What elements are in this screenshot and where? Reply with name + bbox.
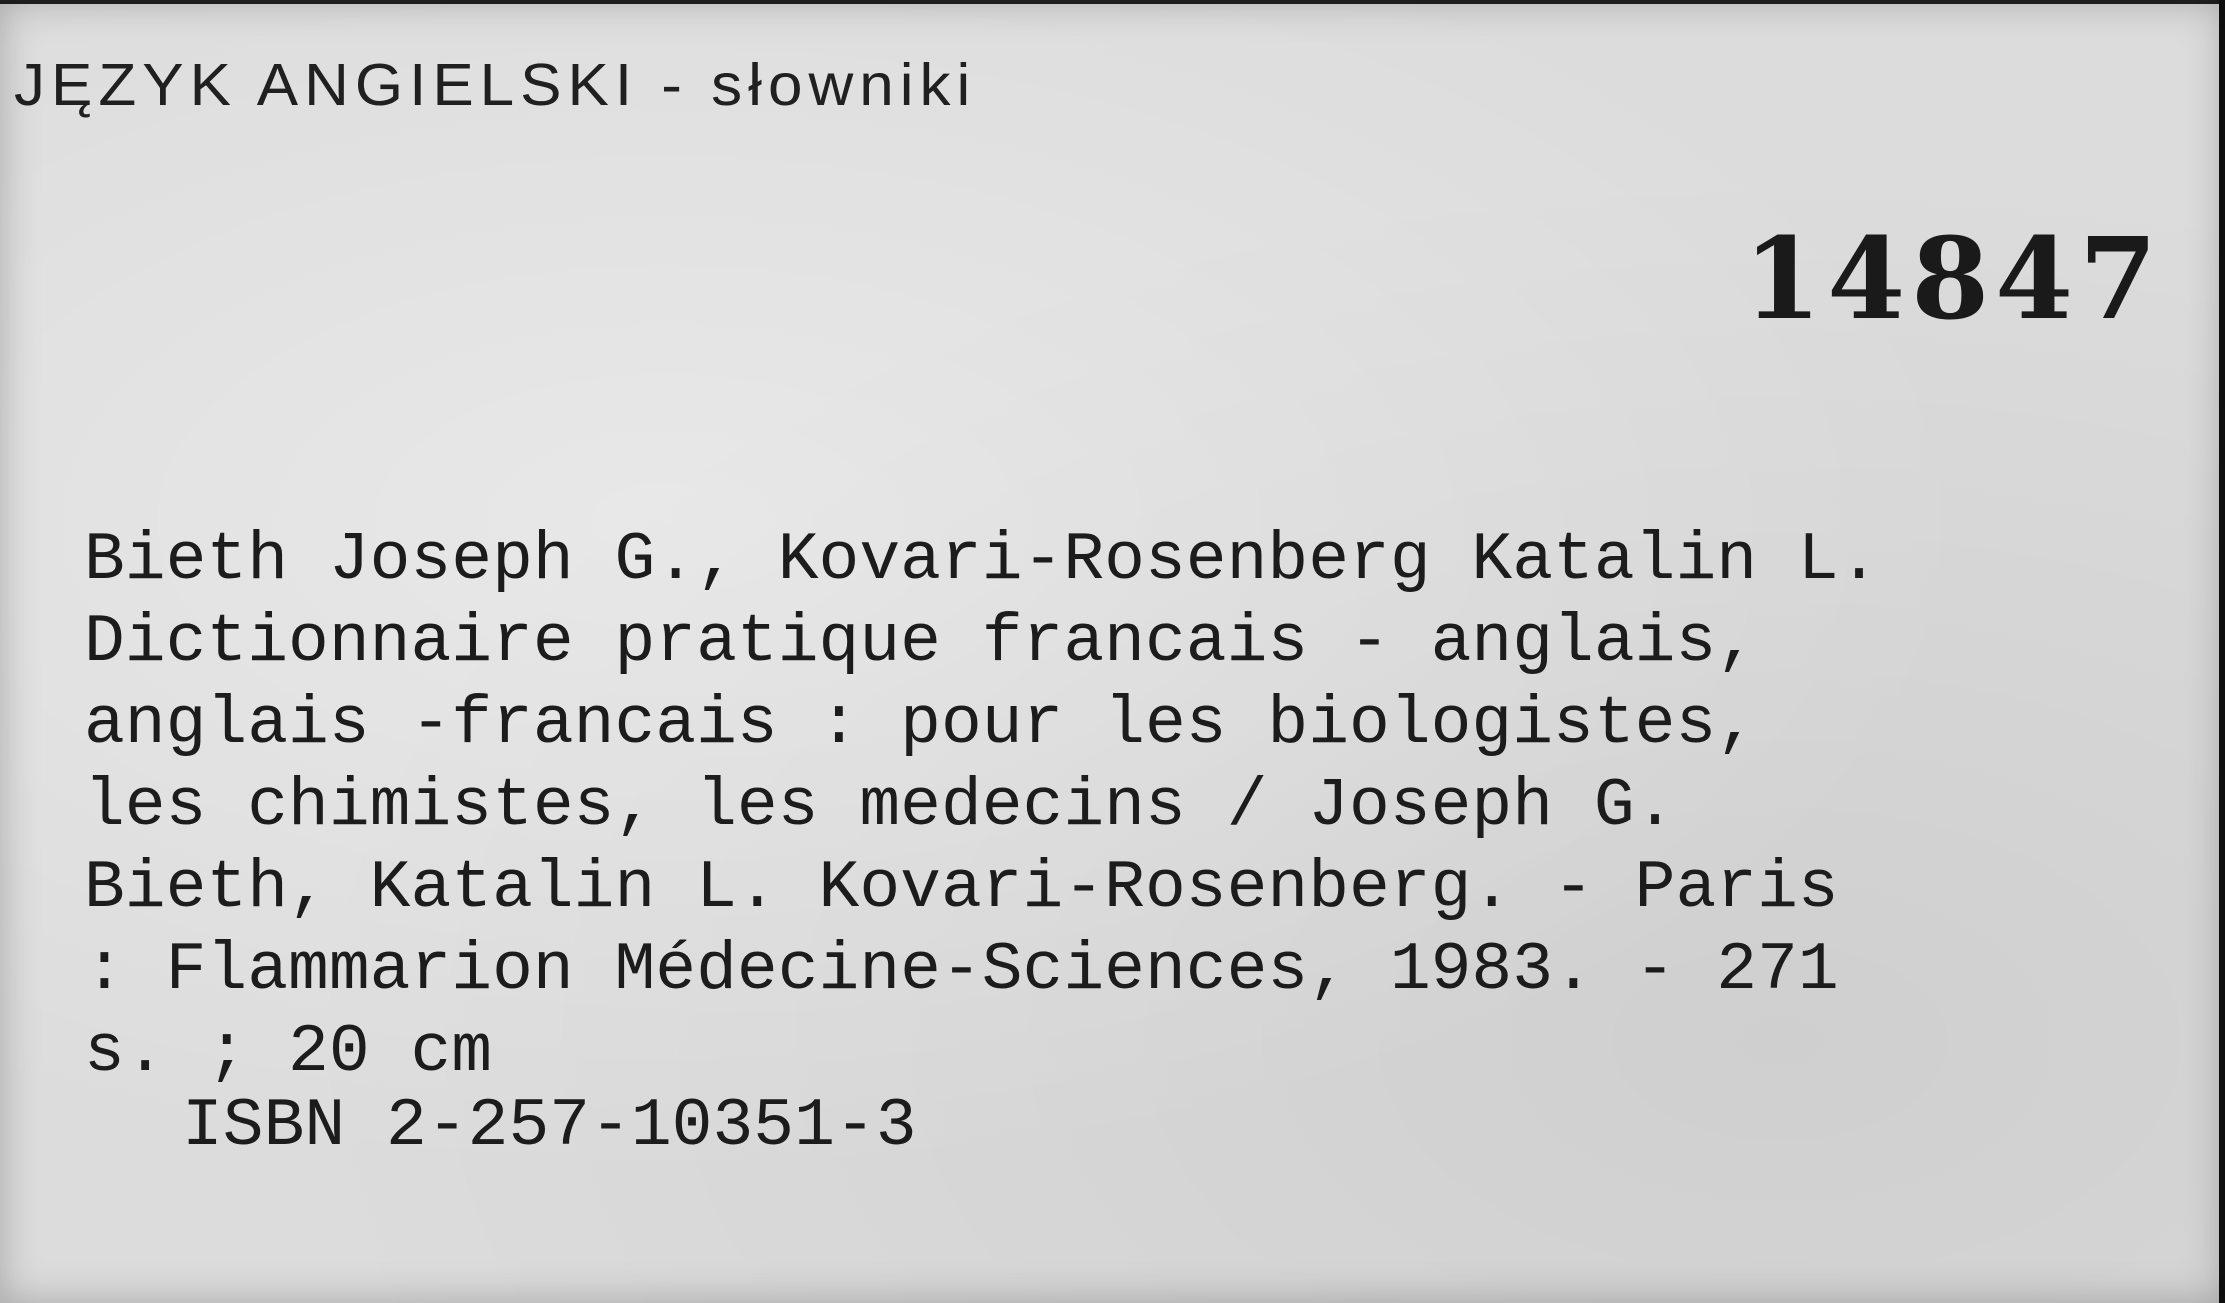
card-top-edge	[0, 0, 2225, 4]
card-right-edge	[2219, 0, 2225, 1303]
entry-line: Dictionnaire pratique francais - anglais,	[84, 604, 1758, 681]
entry-line: Bieth Joseph G., Kovari-Rosenberg Katalin L.	[84, 522, 1880, 599]
entry-line: les chimistes, les medecins / Joseph G.	[84, 768, 1676, 845]
entry-line: Bieth, Katalin L. Kovari-Rosenberg. - Paris	[84, 850, 1839, 927]
accession-number: 14847	[1743, 214, 2163, 345]
subject-heading: JĘZYK ANGIELSKI - słowniki	[14, 52, 977, 119]
entry-line: anglais -francais : pour les biologistes,	[84, 686, 1758, 763]
entry-line: s. ; 20 cm	[84, 1014, 493, 1091]
isbn-line: ISBN 2-257-10351-3	[182, 1088, 917, 1165]
entry-line: : Flammarion Médecine-Sciences, 1983. - 271	[84, 932, 1839, 1009]
bibliographic-entry	[84, 520, 2204, 1094]
